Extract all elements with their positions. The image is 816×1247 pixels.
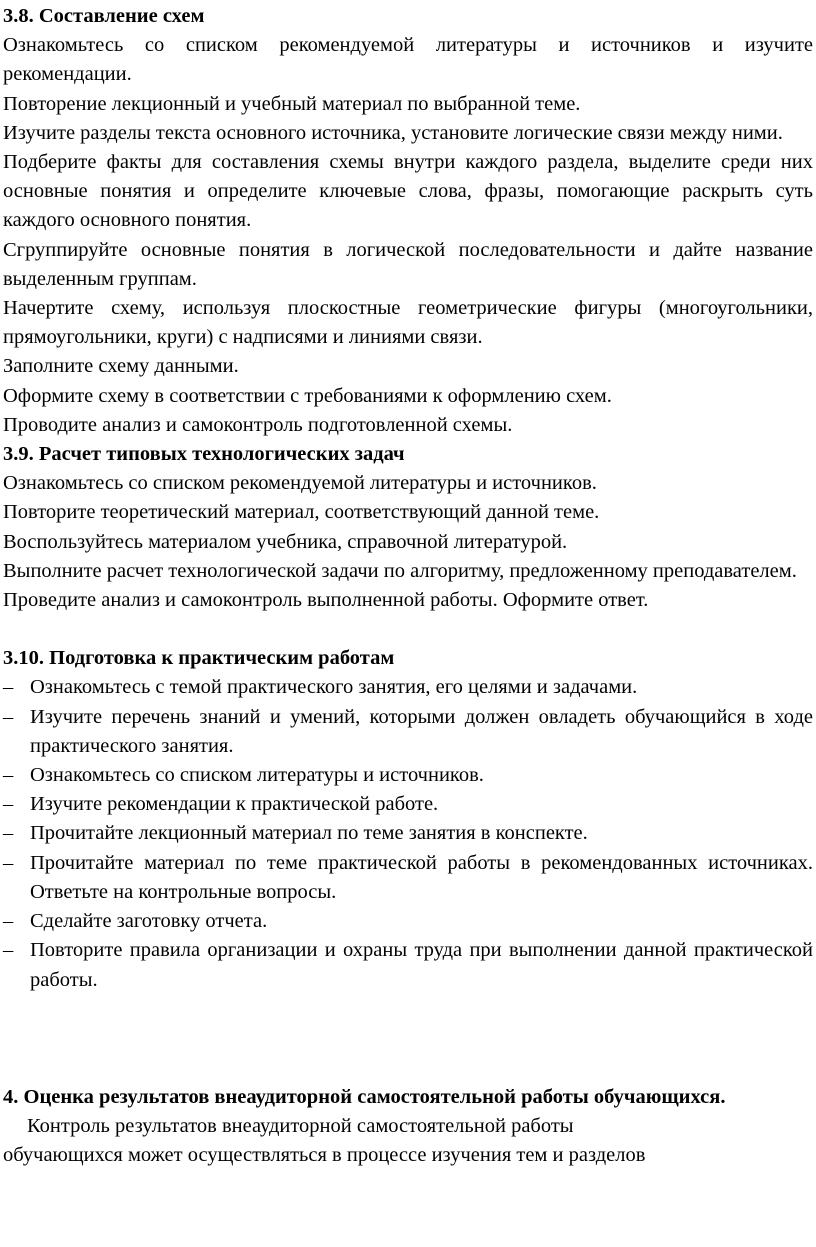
paragraph: Сгруппируйте основные понятия в логической последовательности и дайте название выделенным группам. <box>3 238 813 290</box>
paragraph: Изучите разделы текста основного источника, установите логические связи между ними. <box>3 121 783 144</box>
paragraph: Проводите анализ и самоконтроль подготовленной схемы. <box>3 413 513 436</box>
paragraph: Воспользуйтесь материалом учебника, справочной литературой. <box>3 530 568 553</box>
list-item: – Прочитайте лекционный материал по теме занятия в конспекте. <box>3 819 813 848</box>
paragraph: Оформите схему в соответствии с требованиями к оформлению схем. <box>3 384 612 407</box>
section-3-8-title: 3.8. Составление схем <box>3 5 205 27</box>
list-item: – Повторите правила организации и охраны труда при выполнении данной практической работы. <box>3 936 813 994</box>
paragraph: Повторение лекционный и учебный материал по выбранной теме. <box>3 92 581 115</box>
section-3-10-title: 3.10. Подготовка к практическим работам <box>3 647 395 670</box>
paragraph: Ознакомьтесь со списком рекомендуемой литературы и источников и изучите рекомендации. <box>3 34 813 86</box>
section-3-9-title: 3.9. Расчет типовых технологических задач <box>3 443 405 466</box>
paragraph: Повторите теоретический материал, соответствующий данной теме. <box>3 501 600 524</box>
list-item: – Изучите перечень знаний и умений, которыми должен овладеть обучающийся в ходе практического занятия. <box>3 703 813 761</box>
paragraph: Ознакомьтесь со списком рекомендуемой литературы и источников. <box>3 472 597 495</box>
list-item: – Ознакомьтесь с темой практического занятия, его целями и задачами. <box>3 673 813 702</box>
paragraph: Выполните расчет технологической задачи по алгоритму, предложенному преподавателем. <box>3 559 797 582</box>
spacer <box>3 995 813 1083</box>
section-4-title: 4. Оценка результатов внеаудиторной самостоятельной работы обучающихся. <box>3 1085 726 1108</box>
list-item: – Прочитайте материал по теме практической работы в рекомендованных источниках. Ответьте на контрольные вопросы. <box>3 849 813 907</box>
paragraph: Начертите схему, используя плоскостные геометрические фигуры (многоугольники, прямоугольники, круги) с надписями и линиями связи. <box>3 297 813 349</box>
list-item: – Сделайте заготовку отчета. <box>3 907 813 936</box>
paragraph-line: обучающихся может осуществляться в процессе изучения тем и разделов <box>3 1144 646 1167</box>
list-item: – Ознакомьтесь со списком литературы и источников. <box>3 761 813 790</box>
paragraph: Заполните схему данными. <box>3 355 239 378</box>
paragraph: Подберите факты для составления схемы внутри каждого раздела, выделите среди них основные понятия и определите ключевые слова, фразы, помогающие раскрыть суть каждого основного понятия. <box>3 151 813 232</box>
paragraph: Проведите анализ и самоконтроль выполненной работы. Оформите ответ. <box>3 589 649 612</box>
list-item: – Изучите рекомендации к практической работе. <box>3 790 813 819</box>
paragraph-line: Контроль результатов внеаудиторной самостоятельной работы <box>27 1114 574 1137</box>
spacer <box>3 615 813 644</box>
